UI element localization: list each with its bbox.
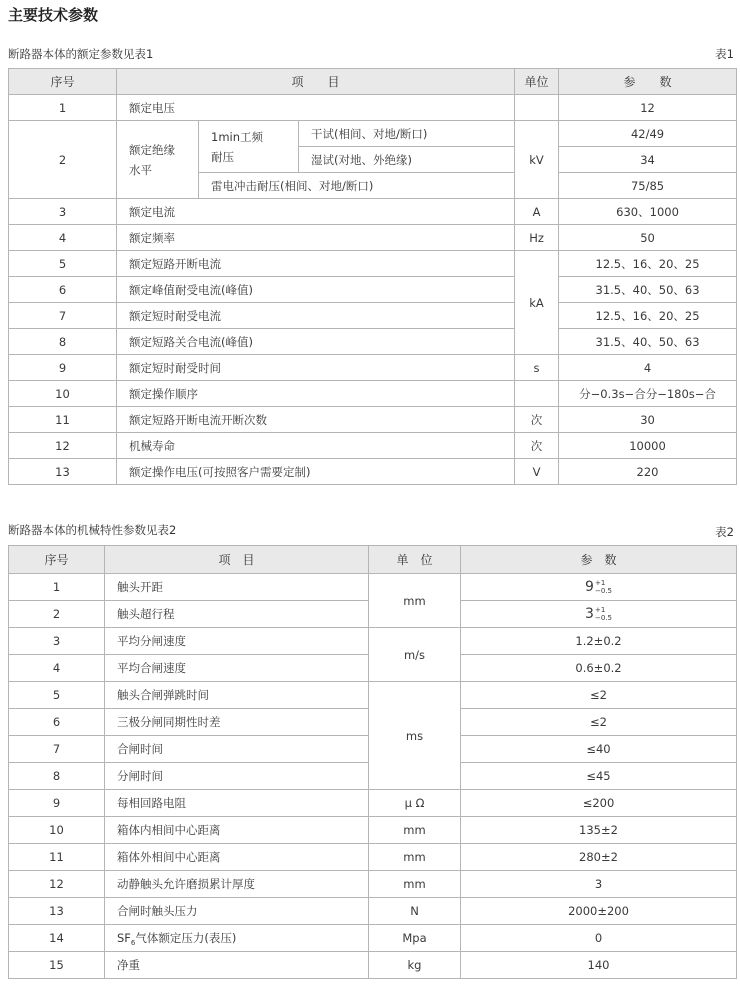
row-item: 额定操作顺序 — [117, 381, 515, 407]
row-no: 5 — [9, 682, 105, 709]
row-value: 135±2 — [461, 817, 737, 844]
table-row — [9, 433, 737, 459]
row-no: 7 — [9, 303, 117, 329]
row-value — [461, 574, 737, 601]
row-unit: ms — [369, 682, 461, 790]
row-value: 31.5、40、50、63 — [559, 329, 737, 355]
row-unit: kA — [515, 251, 559, 355]
row-no: 15 — [9, 952, 105, 979]
table-row — [9, 121, 737, 147]
table-row — [9, 225, 737, 251]
row-value: 0 — [461, 925, 737, 952]
row-item: 动静触头允许磨损累计厚度 — [105, 871, 369, 898]
row-unit: m/s — [369, 628, 461, 682]
row-unit: 次 — [515, 407, 559, 433]
row-no: 13 — [9, 898, 105, 925]
row-unit: A — [515, 199, 559, 225]
row-subitem-dry: 干试(相间、对地/断口) — [299, 121, 515, 147]
row-subitem — [199, 121, 299, 173]
table1-tag: 表1 — [715, 47, 734, 61]
row-value: 10000 — [559, 433, 737, 459]
table-row — [9, 790, 737, 817]
row-unit: s — [515, 355, 559, 381]
header-item: 项 目 — [117, 69, 515, 95]
row-value: ≤200 — [461, 790, 737, 817]
table-row — [9, 381, 737, 407]
header-value: 参 数 — [559, 69, 737, 95]
row-no: 5 — [9, 251, 117, 277]
table-row — [9, 407, 737, 433]
value-main: 3 — [585, 606, 594, 622]
row-value: 12.5、16、20、25 — [559, 251, 737, 277]
row-unit: μ Ω — [369, 790, 461, 817]
table-row — [9, 898, 737, 925]
row-value: 220 — [559, 459, 737, 485]
table-row — [9, 329, 737, 355]
sf6-subscript: 6 — [130, 939, 136, 947]
table2-caption: 断路器本体的机械特性参数见表2 — [8, 523, 177, 537]
row-item: 分闸时间 — [105, 763, 369, 790]
row-no: 12 — [9, 871, 105, 898]
row-unit: 次 — [515, 433, 559, 459]
row-value: 34 — [559, 147, 737, 173]
row-no: 8 — [9, 763, 105, 790]
header-item: 项 目 — [105, 546, 369, 574]
row-value: 75/85 — [559, 173, 737, 199]
row-value: ≤45 — [461, 763, 737, 790]
row-item: 三极分闸同期性时差 — [105, 709, 369, 736]
tolerance-upper: +1 — [594, 606, 606, 614]
row-no: 6 — [9, 277, 117, 303]
row-unit: kV — [515, 121, 559, 199]
table-row — [9, 355, 737, 381]
value-tolerance — [595, 606, 612, 622]
row-value: 分−0.3s−合分−180s−合 — [559, 381, 737, 407]
row-item: 触头合闸弹跳时间 — [105, 682, 369, 709]
row-item: 额定短路关合电流(峰值) — [117, 329, 515, 355]
row-unit: mm — [369, 817, 461, 844]
table-header-row — [9, 69, 737, 95]
row-no: 8 — [9, 329, 117, 355]
row-item: 每相回路电阻 — [105, 790, 369, 817]
row-unit: V — [515, 459, 559, 485]
row-value: 31.5、40、50、63 — [559, 277, 737, 303]
table1-caption: 断路器本体的额定参数见表1 — [8, 47, 154, 61]
row-no: 2 — [9, 601, 105, 628]
row-item — [105, 925, 369, 952]
row-unit — [515, 95, 559, 121]
table-row — [9, 303, 737, 329]
table-row — [9, 277, 737, 303]
row-no: 6 — [9, 709, 105, 736]
row-no: 9 — [9, 790, 105, 817]
tolerance-lower: −0.5 — [594, 614, 612, 622]
row-no: 1 — [9, 574, 105, 601]
table-row — [9, 817, 737, 844]
row-unit: kg — [369, 952, 461, 979]
row-item: 合闸时间 — [105, 736, 369, 763]
row-value: 630、1000 — [559, 199, 737, 225]
row-no: 12 — [9, 433, 117, 459]
row-no: 7 — [9, 736, 105, 763]
value-tolerance — [595, 579, 612, 595]
header-unit: 单位 — [515, 69, 559, 95]
tolerance-lower: −0.5 — [594, 587, 612, 595]
row-value: ≤2 — [461, 682, 737, 709]
table-row — [9, 574, 737, 601]
row-no: 1 — [9, 95, 117, 121]
row-value: ≤40 — [461, 736, 737, 763]
row-unit: Hz — [515, 225, 559, 251]
power-frequency-label: 1min工频耐压 — [211, 129, 264, 164]
row-no: 9 — [9, 355, 117, 381]
row-value: 1.2±0.2 — [461, 628, 737, 655]
row-item: 箱体外相间中心距离 — [105, 844, 369, 871]
row-value: 12 — [559, 95, 737, 121]
row-item: 额定短时耐受电流 — [117, 303, 515, 329]
row-item: 额定短时耐受时间 — [117, 355, 515, 381]
table-row — [9, 251, 737, 277]
table-row — [9, 844, 737, 871]
row-item: 额定短路开断电流开断次数 — [117, 407, 515, 433]
sf6-symbol: SF — [117, 931, 131, 945]
row-subitem-lightning: 雷电冲击耐压(相间、对地/断口) — [199, 173, 515, 199]
header-unit: 单 位 — [369, 546, 461, 574]
row-item: 额定短路开断电流 — [117, 251, 515, 277]
rated-parameters-table — [8, 68, 737, 485]
table-row — [9, 925, 737, 952]
row-item: 额定操作电压(可按照客户需要定制) — [117, 459, 515, 485]
row-value: 12.5、16、20、25 — [559, 303, 737, 329]
table-row — [9, 459, 737, 485]
row-value: 42/49 — [559, 121, 737, 147]
row-item: 额定电压 — [117, 95, 515, 121]
table-row — [9, 952, 737, 979]
mechanical-characteristics-table — [8, 545, 737, 979]
row-value: ≤2 — [461, 709, 737, 736]
row-unit: N — [369, 898, 461, 925]
row-item: 净重 — [105, 952, 369, 979]
header-no: 序号 — [9, 546, 105, 574]
row-value: 280±2 — [461, 844, 737, 871]
row-value: 30 — [559, 407, 737, 433]
row-item: 额定峰值耐受电流(峰值) — [117, 277, 515, 303]
row-value: 140 — [461, 952, 737, 979]
row-item: 平均合闸速度 — [105, 655, 369, 682]
table-row — [9, 682, 737, 709]
row-no: 11 — [9, 407, 117, 433]
table-row — [9, 628, 737, 655]
row-item: 合闸时触头压力 — [105, 898, 369, 925]
row-no: 11 — [9, 844, 105, 871]
table-row — [9, 871, 737, 898]
row-no: 4 — [9, 225, 117, 251]
tolerance-upper: +1 — [594, 579, 606, 587]
row-no: 2 — [9, 121, 117, 199]
row-value: 3 — [461, 871, 737, 898]
row-item: 额定频率 — [117, 225, 515, 251]
row-item — [117, 121, 199, 199]
table2-tag: 表2 — [715, 525, 734, 539]
row-unit: Mpa — [369, 925, 461, 952]
row-no: 3 — [9, 199, 117, 225]
header-no: 序号 — [9, 69, 117, 95]
table-row — [9, 199, 737, 225]
row-value: 50 — [559, 225, 737, 251]
row-item: 机械寿命 — [117, 433, 515, 459]
table-row — [9, 95, 737, 121]
section-title: 主要技术参数 — [8, 6, 99, 24]
row-unit: mm — [369, 871, 461, 898]
sf6-label: 气体额定压力(表压) — [135, 931, 237, 945]
value-main: 9 — [585, 579, 594, 595]
row-value: 0.6±0.2 — [461, 655, 737, 682]
row-no: 10 — [9, 817, 105, 844]
header-value: 参 数 — [461, 546, 737, 574]
row-no: 3 — [9, 628, 105, 655]
row-subitem-wet: 湿试(对地、外绝缘) — [299, 147, 515, 173]
row-value — [461, 601, 737, 628]
row-value: 2000±200 — [461, 898, 737, 925]
row-unit — [515, 381, 559, 407]
row-item: 平均分闸速度 — [105, 628, 369, 655]
row-value: 4 — [559, 355, 737, 381]
row-item: 箱体内相间中心距离 — [105, 817, 369, 844]
row-item: 额定电流 — [117, 199, 515, 225]
row-unit: mm — [369, 844, 461, 871]
insulation-level-label: 额定绝缘水平 — [129, 142, 175, 177]
row-no: 10 — [9, 381, 117, 407]
row-no: 14 — [9, 925, 105, 952]
row-no: 4 — [9, 655, 105, 682]
row-item: 触头超行程 — [105, 601, 369, 628]
row-unit: mm — [369, 574, 461, 628]
row-no: 13 — [9, 459, 117, 485]
table-header-row — [9, 546, 737, 574]
row-item: 触头开距 — [105, 574, 369, 601]
